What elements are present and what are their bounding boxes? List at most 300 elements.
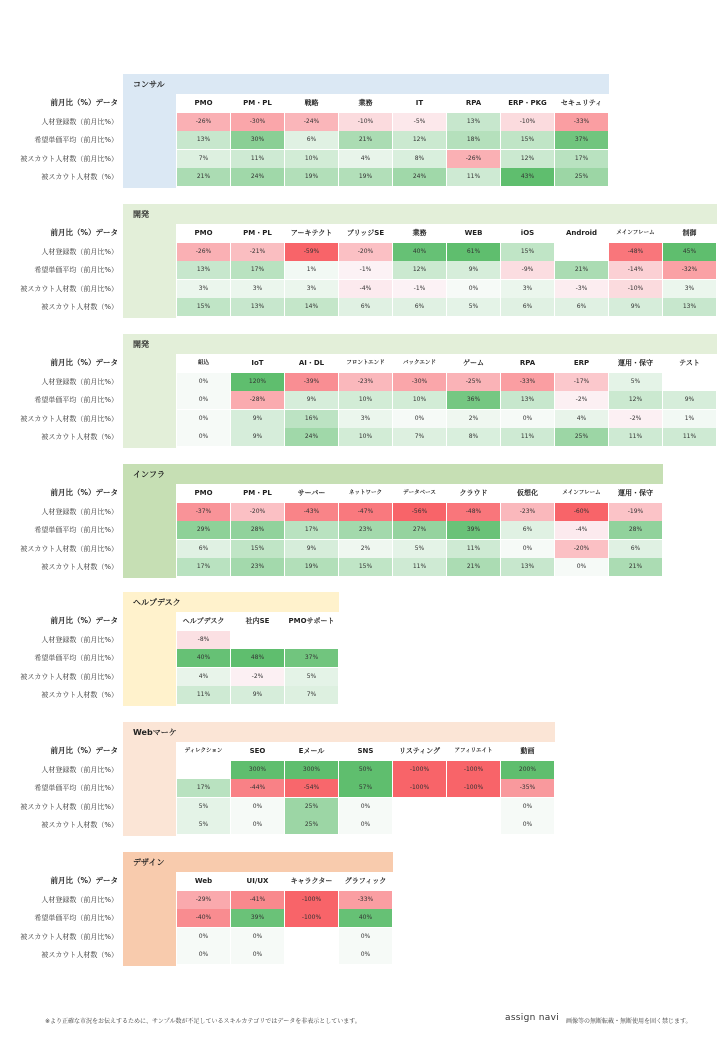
header-row-label: 前月比（%）データ: [50, 616, 118, 625]
row-label: 希望単価平均（前月比%）: [34, 914, 118, 922]
header-row-label: 前月比（%）データ: [50, 488, 118, 497]
data-cell: 15%: [501, 243, 554, 261]
data-cell: 17%: [177, 779, 230, 797]
column-header: AI・DL: [285, 354, 338, 372]
data-cell: 8%: [447, 428, 500, 446]
row-label: 希望単価平均（前月比%）: [34, 784, 118, 792]
column-header: 制御: [663, 224, 716, 242]
row-label: 被スカウト人材数（%）: [41, 433, 118, 441]
data-cell: 37%: [285, 649, 338, 667]
data-cell: -29%: [177, 891, 230, 909]
data-cell: -54%: [285, 779, 338, 797]
category-band-side: [123, 484, 176, 578]
row-label: 被スカウト人材数（前月比%）: [20, 802, 118, 811]
column-header: 戦略: [285, 94, 338, 112]
data-cell: -48%: [609, 243, 662, 261]
data-cell: 6%: [501, 521, 554, 539]
column-header: セキュリティ: [555, 94, 608, 112]
data-cell: 19%: [339, 168, 392, 186]
column-header: Android: [555, 224, 608, 242]
data-cell: [393, 816, 446, 834]
category-band: [123, 204, 717, 224]
data-cell: 9%: [231, 686, 284, 704]
data-cell: -28%: [231, 391, 284, 409]
data-cell: -23%: [501, 503, 554, 521]
data-cell: 2%: [339, 540, 392, 558]
data-cell: 0%: [555, 558, 608, 576]
column-header: 運用・保守: [609, 484, 662, 502]
column-header: テスト: [663, 354, 716, 372]
data-cell: 5%: [447, 298, 500, 316]
column-header: アフィリエイト: [447, 742, 500, 760]
row-label: 人材登録数（前月比%）: [41, 765, 118, 774]
data-cell: -60%: [555, 503, 608, 521]
data-cell: 3%: [231, 280, 284, 298]
column-header: 業務: [339, 94, 392, 112]
data-cell: 4%: [339, 150, 392, 168]
column-header: PMO: [177, 94, 230, 112]
data-cell: 5%: [177, 798, 230, 816]
column-header: Web: [177, 872, 230, 890]
data-cell: [447, 798, 500, 816]
data-cell: 3%: [501, 280, 554, 298]
data-cell: 12%: [393, 131, 446, 149]
data-cell: 11%: [609, 428, 662, 446]
data-cell: -100%: [285, 891, 338, 909]
data-cell: 7%: [393, 428, 446, 446]
column-header: 運用・保守: [609, 354, 662, 372]
data-cell: 15%: [339, 558, 392, 576]
column-header: IT: [393, 94, 446, 112]
row-label: 被スカウト人材数（前月比%）: [20, 154, 118, 163]
data-cell: 30%: [231, 131, 284, 149]
data-cell: -33%: [501, 373, 554, 391]
data-cell: -3%: [555, 280, 608, 298]
data-cell: -100%: [393, 779, 446, 797]
data-cell: 5%: [393, 540, 446, 558]
data-cell: 0%: [177, 428, 230, 446]
data-cell: 50%: [339, 761, 392, 779]
data-cell: 4%: [555, 410, 608, 428]
data-cell: 0%: [447, 280, 500, 298]
data-cell: -1%: [393, 280, 446, 298]
data-cell: 16%: [285, 410, 338, 428]
data-cell: 3%: [177, 280, 230, 298]
data-cell: 13%: [231, 298, 284, 316]
row-label: 希望単価平均（前月比%）: [34, 136, 118, 144]
data-cell: 36%: [447, 391, 500, 409]
section-1: [0, 74, 720, 186]
data-cell: 0%: [339, 928, 392, 946]
row-label: 希望単価平均（前月比%）: [34, 266, 118, 274]
data-cell: [555, 243, 608, 261]
data-cell: 9%: [285, 391, 338, 409]
data-cell: 28%: [231, 521, 284, 539]
row-label: 希望単価平均（前月比%）: [34, 654, 118, 662]
column-header: WEB: [447, 224, 500, 242]
data-cell: 57%: [339, 779, 392, 797]
data-cell: 17%: [285, 521, 338, 539]
data-cell: 25%: [285, 816, 338, 834]
data-cell: 2%: [447, 410, 500, 428]
data-cell: 6%: [339, 298, 392, 316]
column-header: PM・PL: [231, 224, 284, 242]
data-cell: 3%: [285, 280, 338, 298]
data-cell: 10%: [339, 391, 392, 409]
data-cell: 5%: [609, 373, 662, 391]
column-header: UI/UX: [231, 872, 284, 890]
data-cell: 21%: [555, 261, 608, 279]
data-cell: 6%: [555, 298, 608, 316]
section-title: 開発: [133, 340, 149, 349]
data-cell: -10%: [501, 113, 554, 131]
data-cell: 0%: [501, 798, 554, 816]
column-header: Eメール: [285, 742, 338, 760]
column-header: クラウド: [447, 484, 500, 502]
data-cell: 19%: [285, 168, 338, 186]
row-label: 被スカウト人材数（%）: [41, 691, 118, 699]
column-header: ヘルプデスク: [177, 612, 230, 630]
data-cell: 15%: [231, 540, 284, 558]
data-cell: -17%: [555, 373, 608, 391]
data-cell: -26%: [447, 150, 500, 168]
section-3: [0, 334, 720, 446]
data-cell: -9%: [501, 261, 554, 279]
column-header: PM・PL: [231, 94, 284, 112]
data-cell: 23%: [339, 521, 392, 539]
data-cell: 40%: [393, 243, 446, 261]
section-2: [0, 204, 720, 316]
data-cell: 7%: [285, 686, 338, 704]
category-band: [123, 74, 609, 94]
data-cell: 6%: [177, 540, 230, 558]
data-cell: -26%: [177, 243, 230, 261]
data-cell: 24%: [285, 428, 338, 446]
category-band-side: [123, 742, 176, 836]
data-cell: 45%: [663, 243, 716, 261]
data-cell: 39%: [231, 909, 284, 927]
data-cell: 6%: [609, 540, 662, 558]
row-label: 被スカウト人材数（%）: [41, 821, 118, 829]
column-header: PMO: [177, 484, 230, 502]
column-header: PM・PL: [231, 484, 284, 502]
data-cell: 0%: [231, 816, 284, 834]
data-cell: 9%: [231, 428, 284, 446]
section-7: [0, 852, 720, 964]
row-label: 被スカウト人材数（%）: [41, 173, 118, 181]
data-cell: -44%: [231, 779, 284, 797]
row-label: 被スカウト人材数（前月比%）: [20, 672, 118, 681]
data-cell: 0%: [339, 946, 392, 964]
row-label: 被スカウト人材数（前月比%）: [20, 932, 118, 941]
data-cell: [447, 816, 500, 834]
data-cell: 6%: [393, 298, 446, 316]
data-cell: 9%: [609, 298, 662, 316]
column-header: フロントエンド: [339, 354, 392, 372]
column-header: ブリッジSE: [339, 224, 392, 242]
data-cell: 200%: [501, 761, 554, 779]
category-band: [123, 334, 717, 354]
data-cell: 18%: [447, 131, 500, 149]
data-cell: 29%: [177, 521, 230, 539]
data-cell: -35%: [501, 779, 554, 797]
data-cell: -19%: [609, 503, 662, 521]
data-cell: [663, 373, 716, 391]
row-label: 被スカウト人材数（%）: [41, 303, 118, 311]
data-cell: 10%: [339, 428, 392, 446]
row-label: 被スカウト人材数（前月比%）: [20, 284, 118, 293]
category-band-side: [123, 224, 176, 318]
data-cell: 0%: [177, 391, 230, 409]
data-cell: 9%: [663, 391, 716, 409]
data-cell: -30%: [393, 373, 446, 391]
data-cell: 17%: [555, 150, 608, 168]
column-header: ディレクション: [177, 742, 230, 760]
section-title: コンサル: [133, 80, 165, 89]
data-cell: 13%: [501, 391, 554, 409]
data-cell: 10%: [393, 391, 446, 409]
row-label: 人材登録数（前月比%）: [41, 247, 118, 256]
data-cell: -41%: [231, 891, 284, 909]
data-cell: 15%: [501, 131, 554, 149]
data-cell: [231, 631, 284, 649]
data-cell: 7%: [177, 150, 230, 168]
data-cell: -24%: [285, 113, 338, 131]
column-header: リスティング: [393, 742, 446, 760]
data-cell: 25%: [555, 168, 608, 186]
data-cell: 21%: [339, 131, 392, 149]
data-cell: 11%: [393, 558, 446, 576]
row-label: 被スカウト人材数（%）: [41, 563, 118, 571]
data-cell: -20%: [231, 503, 284, 521]
data-cell: -20%: [555, 540, 608, 558]
data-cell: 11%: [177, 686, 230, 704]
data-cell: 12%: [393, 261, 446, 279]
data-cell: 13%: [177, 131, 230, 149]
data-cell: -59%: [285, 243, 338, 261]
data-cell: [393, 798, 446, 816]
data-cell: -2%: [555, 391, 608, 409]
section-title: インフラ: [133, 470, 165, 479]
section-4: [0, 464, 720, 576]
data-cell: 0%: [177, 373, 230, 391]
data-cell: 9%: [231, 410, 284, 428]
column-header: PMOサポート: [285, 612, 338, 630]
data-cell: 11%: [231, 150, 284, 168]
column-header: データベース: [393, 484, 446, 502]
row-label: 希望単価平均（前月比%）: [34, 396, 118, 404]
row-label: 被スカウト人材数（%）: [41, 951, 118, 959]
column-header: サーバー: [285, 484, 338, 502]
data-cell: -26%: [177, 113, 230, 131]
column-header: 仮想化: [501, 484, 554, 502]
data-cell: 6%: [501, 298, 554, 316]
section-title: デザイン: [133, 858, 165, 867]
section-title: Webマーケ: [133, 728, 177, 737]
section-5: [0, 592, 720, 704]
data-cell: -100%: [285, 909, 338, 927]
category-band-side: [123, 612, 176, 706]
data-cell: 61%: [447, 243, 500, 261]
data-cell: 23%: [231, 558, 284, 576]
data-cell: -14%: [609, 261, 662, 279]
data-cell: 48%: [231, 649, 284, 667]
row-label: 被スカウト人材数（前月比%）: [20, 414, 118, 423]
data-cell: -8%: [177, 631, 230, 649]
data-cell: -10%: [609, 280, 662, 298]
column-header: グラフィック: [339, 872, 392, 890]
data-cell: 9%: [285, 540, 338, 558]
row-label: 人材登録数（前月比%）: [41, 507, 118, 516]
data-cell: 21%: [447, 558, 500, 576]
footer-note: ※より正確な市況をお伝えするために、サンプル数が不足しているスキルカテゴリではデータを非表示としています。: [45, 1018, 361, 1025]
column-header: アーキテクト: [285, 224, 338, 242]
data-cell: 13%: [663, 298, 716, 316]
column-header: ゲーム: [447, 354, 500, 372]
column-header: ERP: [555, 354, 608, 372]
data-cell: -43%: [285, 503, 338, 521]
header-row-label: 前月比（%）データ: [50, 358, 118, 367]
data-cell: -21%: [231, 243, 284, 261]
header-row-label: 前月比（%）データ: [50, 98, 118, 107]
data-cell: 21%: [177, 168, 230, 186]
data-cell: 21%: [609, 558, 662, 576]
data-cell: 3%: [663, 280, 716, 298]
data-cell: -2%: [609, 410, 662, 428]
data-cell: -40%: [177, 909, 230, 927]
data-cell: [285, 928, 338, 946]
data-cell: -10%: [339, 113, 392, 131]
data-cell: 12%: [501, 150, 554, 168]
data-cell: 17%: [177, 558, 230, 576]
data-cell: 25%: [555, 428, 608, 446]
column-header: キャラクター: [285, 872, 338, 890]
data-cell: 0%: [501, 410, 554, 428]
data-cell: 11%: [447, 540, 500, 558]
category-band-side: [123, 354, 176, 448]
data-cell: [285, 631, 338, 649]
data-cell: 39%: [447, 521, 500, 539]
data-cell: -20%: [339, 243, 392, 261]
data-cell: 28%: [609, 521, 662, 539]
data-cell: 5%: [177, 816, 230, 834]
column-header: RPA: [501, 354, 554, 372]
data-cell: 13%: [177, 261, 230, 279]
data-cell: [285, 946, 338, 964]
data-cell: 120%: [231, 373, 284, 391]
data-cell: 3%: [339, 410, 392, 428]
data-cell: 0%: [231, 798, 284, 816]
column-header: IoT: [231, 354, 284, 372]
data-cell: -1%: [339, 261, 392, 279]
data-cell: 0%: [339, 798, 392, 816]
data-cell: 15%: [177, 298, 230, 316]
data-cell: 1%: [285, 261, 338, 279]
copyright-notice: 画像等の無断転載・無断使用を固く禁じます。: [566, 1018, 692, 1025]
data-cell: 5%: [285, 668, 338, 686]
data-cell: 0%: [177, 928, 230, 946]
data-cell: -33%: [339, 891, 392, 909]
data-cell: -25%: [447, 373, 500, 391]
data-cell: -4%: [555, 521, 608, 539]
data-cell: -2%: [231, 668, 284, 686]
data-cell: -100%: [447, 761, 500, 779]
data-cell: 40%: [339, 909, 392, 927]
data-cell: 11%: [663, 428, 716, 446]
row-label: 被スカウト人材数（前月比%）: [20, 544, 118, 553]
column-header: ネットワーク: [339, 484, 392, 502]
data-cell: -48%: [447, 503, 500, 521]
row-label: 人材登録数（前月比%）: [41, 117, 118, 126]
data-cell: -30%: [231, 113, 284, 131]
row-label: 人材登録数（前月比%）: [41, 635, 118, 644]
column-header: バックエンド: [393, 354, 446, 372]
data-cell: 0%: [339, 816, 392, 834]
row-label: 希望単価平均（前月比%）: [34, 526, 118, 534]
data-cell: 40%: [177, 649, 230, 667]
data-cell: 300%: [231, 761, 284, 779]
data-cell: 43%: [501, 168, 554, 186]
data-cell: 0%: [231, 946, 284, 964]
data-cell: 24%: [393, 168, 446, 186]
data-cell: 0%: [231, 928, 284, 946]
column-header: 社内SE: [231, 612, 284, 630]
brand-logo: assign navi: [505, 1013, 560, 1023]
column-header: メインフレーム: [609, 224, 662, 242]
data-cell: -5%: [393, 113, 446, 131]
data-cell: 0%: [501, 816, 554, 834]
data-cell: 0%: [501, 540, 554, 558]
column-header: 動画: [501, 742, 554, 760]
row-label: 人材登録数（前月比%）: [41, 895, 118, 904]
category-band: [123, 722, 555, 742]
data-cell: 27%: [393, 521, 446, 539]
section-title: 開発: [133, 210, 149, 219]
section-title: ヘルプデスク: [133, 598, 181, 607]
data-cell: -47%: [339, 503, 392, 521]
data-cell: 17%: [231, 261, 284, 279]
data-cell: 300%: [285, 761, 338, 779]
data-cell: -37%: [177, 503, 230, 521]
data-cell: 0%: [177, 410, 230, 428]
data-cell: -39%: [285, 373, 338, 391]
data-cell: 0%: [393, 410, 446, 428]
data-cell: 12%: [609, 391, 662, 409]
data-cell: -23%: [339, 373, 392, 391]
data-cell: 19%: [285, 558, 338, 576]
column-header: SNS: [339, 742, 392, 760]
data-cell: 10%: [285, 150, 338, 168]
header-row-label: 前月比（%）データ: [50, 228, 118, 237]
data-cell: 13%: [447, 113, 500, 131]
column-header: iOS: [501, 224, 554, 242]
column-header: SEO: [231, 742, 284, 760]
data-cell: 6%: [285, 131, 338, 149]
data-cell: -56%: [393, 503, 446, 521]
data-cell: 14%: [285, 298, 338, 316]
data-cell: 1%: [663, 410, 716, 428]
data-cell: 13%: [501, 558, 554, 576]
data-cell: -100%: [447, 779, 500, 797]
column-header: ERP・PKG: [501, 94, 554, 112]
data-cell: 9%: [447, 261, 500, 279]
row-label: 人材登録数（前月比%）: [41, 377, 118, 386]
data-cell: -100%: [393, 761, 446, 779]
column-header: RPA: [447, 94, 500, 112]
column-header: 組込: [177, 354, 230, 372]
category-band-side: [123, 94, 176, 188]
data-cell: 25%: [285, 798, 338, 816]
